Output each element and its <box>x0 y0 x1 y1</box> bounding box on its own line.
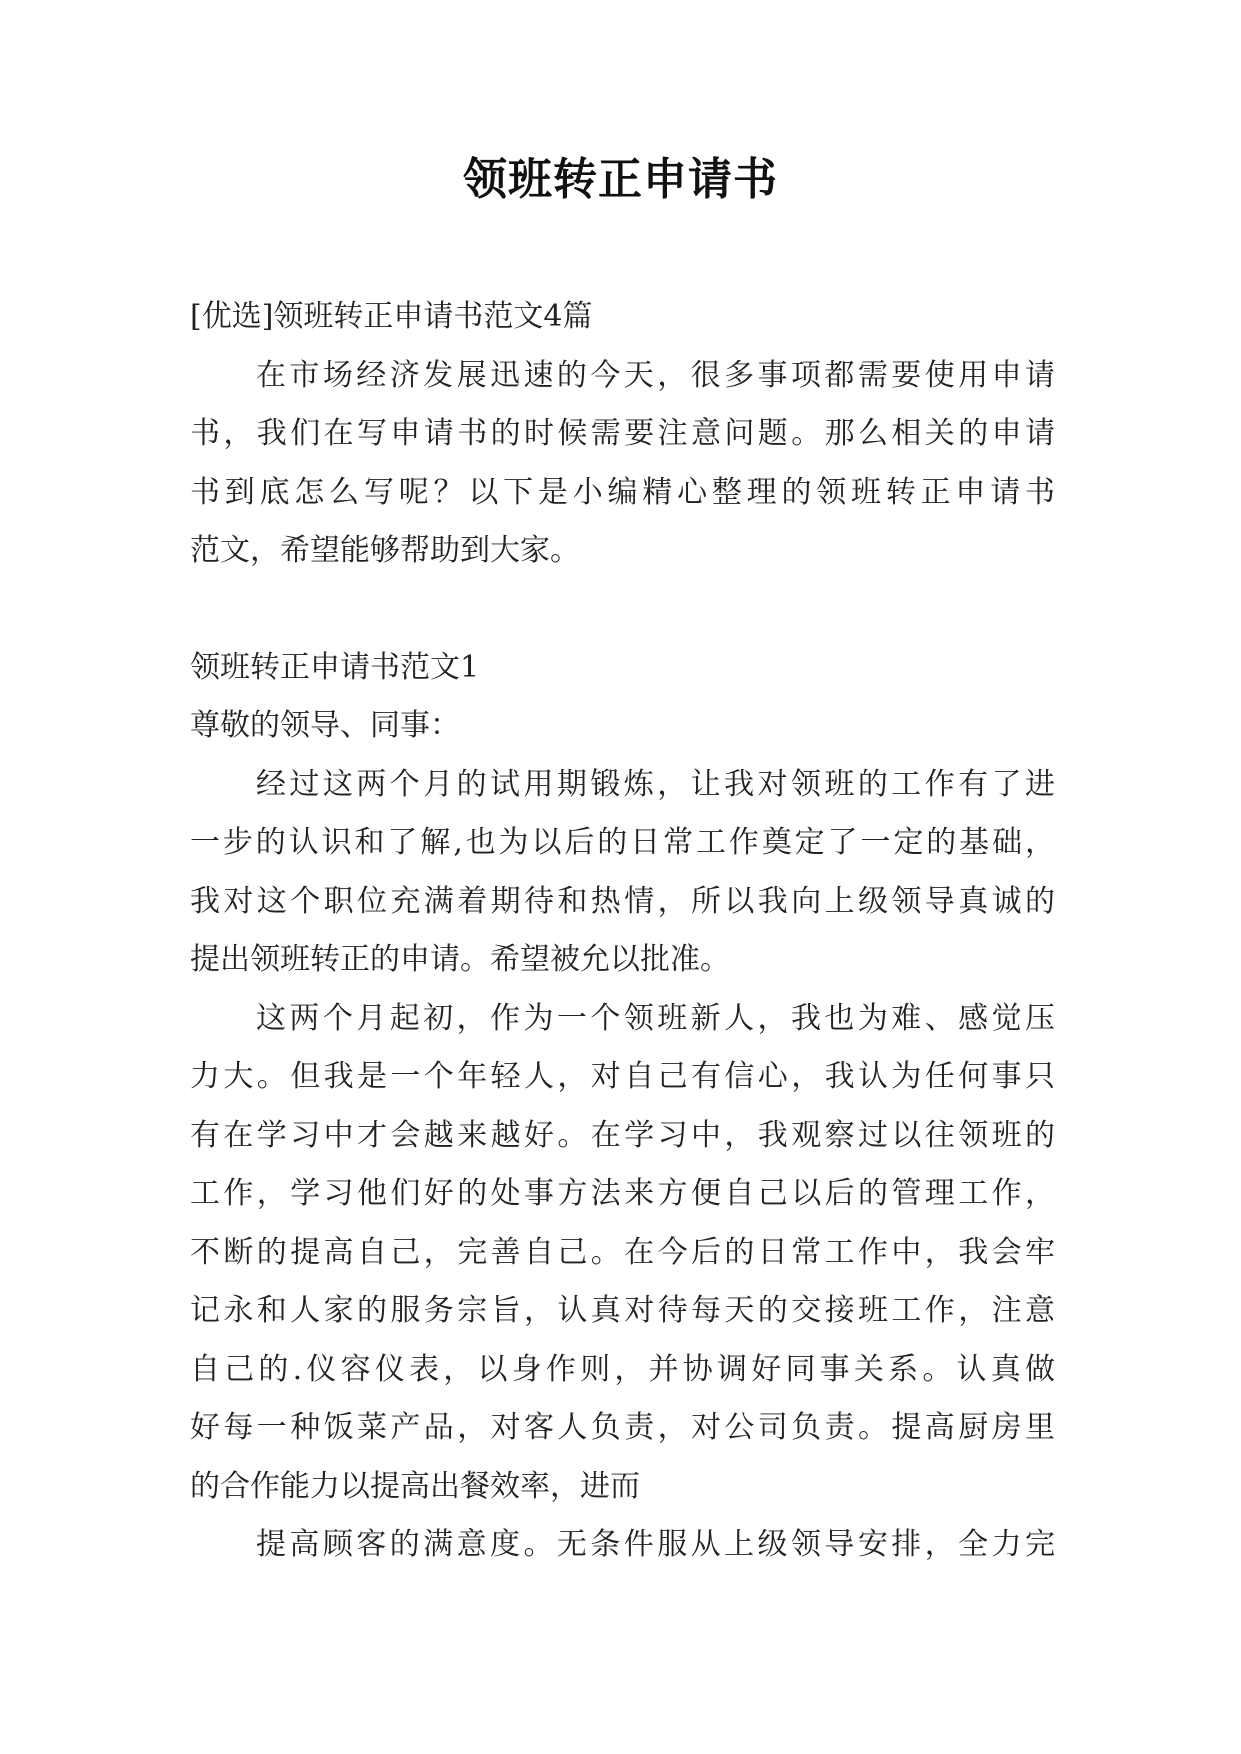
intro-line-1: 在市场经济发展迅速的今天，很多事项都需要使用申请 <box>256 357 1055 393</box>
para1-line-4: 提出领班转正的申请。希望被允以批准。 <box>190 942 730 977</box>
document-body <box>190 288 1055 1575</box>
para1-line-1: 经过这两个月的试用期锻炼，让我对领班的工作有了进 <box>256 766 1055 802</box>
para2-line-9: 的合作能力以提高出餐效率，进而 <box>190 1468 640 1504</box>
salutation: 尊敬的领导、同事： <box>190 708 460 743</box>
para2-line-5: 不断的提高自己，完善自己。在今后的日常工作中，我会牢 <box>190 1234 1055 1270</box>
section-heading: 领班转正申请书范文1 <box>190 649 480 685</box>
para2-line-2: 力大。但我是一个年轻人，对自己有信心，我认为任何事只 <box>190 1059 1055 1094</box>
para2-line-6: 记永和人家的服务宗旨，认真对待每天的交接班工作，注意 <box>190 1293 1055 1328</box>
document-subtitle: [优选]领班转正申请书范文4篇 <box>190 299 593 334</box>
para1-line-2: 一步的认识和了解,也为以后的日常工作奠定了一定的基础， <box>190 825 1055 860</box>
para2-line-4: 工作，学习他们好的处事方法来方便自己以后的管理工作， <box>190 1176 1055 1211</box>
para1-line-3: 我对这个职位充满着期待和热情，所以我向上级领导真诚的 <box>190 883 1055 919</box>
section-gap <box>190 581 1055 639</box>
document-title: 领班转正申请书 <box>463 154 778 205</box>
para2-line-7: 自己的.仪容仪表，以身作则，并协调好同事关系。认真做 <box>190 1351 1055 1387</box>
para2-line-3: 有在学习中才会越来越好。在学习中，我观察过以往领班的 <box>190 1117 1055 1153</box>
intro-line-3: 书到底怎么写呢？以下是小编精心整理的领班转正申请书 <box>190 474 1055 510</box>
para2-line-1: 这两个月起初，作为一个领班新人，我也为难、感觉压 <box>256 1000 1055 1036</box>
intro-line-4: 范文，希望能够帮助到大家。 <box>190 533 580 568</box>
para2-line-8: 好每一种饭菜产品，对客人负责，对公司负责。提高厨房里 <box>190 1410 1055 1445</box>
intro-line-2: 书，我们在写申请书的时候需要注意问题。那么相关的申请 <box>190 416 1055 451</box>
para3-line-1: 提高顾客的满意度。无条件服从上级领导安排，全力完 <box>256 1527 1055 1562</box>
